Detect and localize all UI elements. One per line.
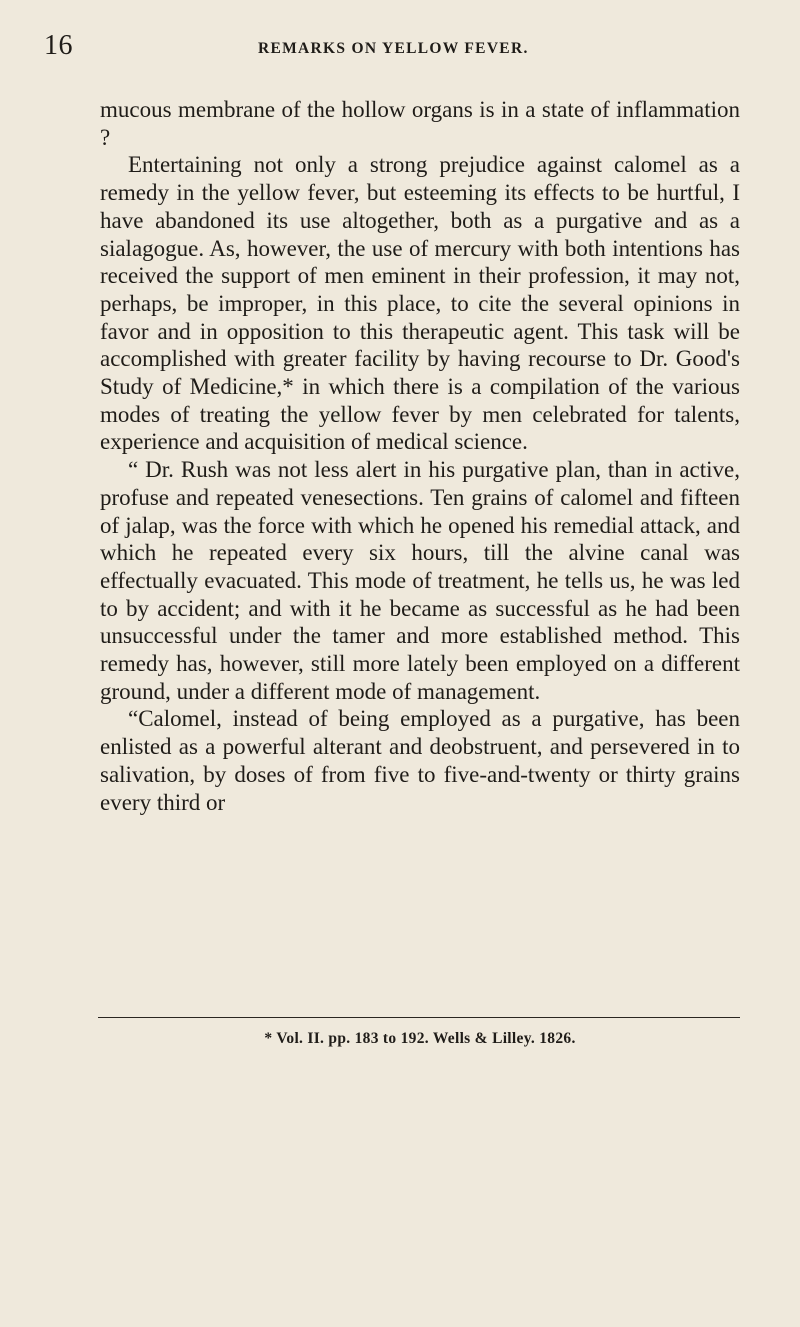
footnote: * Vol. II. pp. 183 to 192. Wells & Lilley. 1826. bbox=[264, 1030, 576, 1047]
body-text bbox=[100, 96, 740, 816]
running-head: REMARKS ON YELLOW FEVER. bbox=[258, 40, 529, 57]
paragraph-continuation: mucous membrane of the hollow organs is in a state of inflammation ? bbox=[100, 97, 740, 150]
paragraph-dr-rush-quote: “ Dr. Rush was not less alert in his purgative plan, than in active, profuse and repeated venesections. Ten grains of calomel and fifteen of jalap, was the force with which he opened his remedial attack, and which he repeated every six hours, till the alvine canal was effectually evacuated. This mode of treatment, he tells us, he was led to by accident; and with it he became as successful as he had been unsuccessful under the tamer and more established method. This remedy has, however, still more lately been employed on a different ground, under a different mode of management. bbox=[100, 457, 740, 704]
page-header bbox=[44, 30, 684, 70]
paragraph-calomel-alterant: “Calomel, instead of being employed as a purgative, has been enlisted as a powerful alterant and deobstruent, and persevered in to salivation, by doses of from five to five-and-twenty or thirty grains every third or bbox=[100, 706, 740, 815]
page-number: 16 bbox=[44, 30, 73, 61]
paragraph-calomel-prejudice: Entertaining not only a strong prejudice against calomel as a remedy in the yellow fever, but esteeming its effects to be hurtful, I have abandoned its use altogether, both as a purgative and as a sialagogue. As, however, the use of mercury with both intentions has received the support of men eminent in their profession, it may not, perhaps, be improper, in this place, to cite the several opinions in favor and in opposition to this therapeutic agent. This task will be accomplished with greater facility by having recourse to Dr. Good's Study of Medicine,* in which there is a compilation of the various modes of treating the yellow fever by men celebrated for talents, experience and acquisition of medical science. bbox=[100, 152, 740, 455]
footnote-divider bbox=[98, 1017, 740, 1018]
